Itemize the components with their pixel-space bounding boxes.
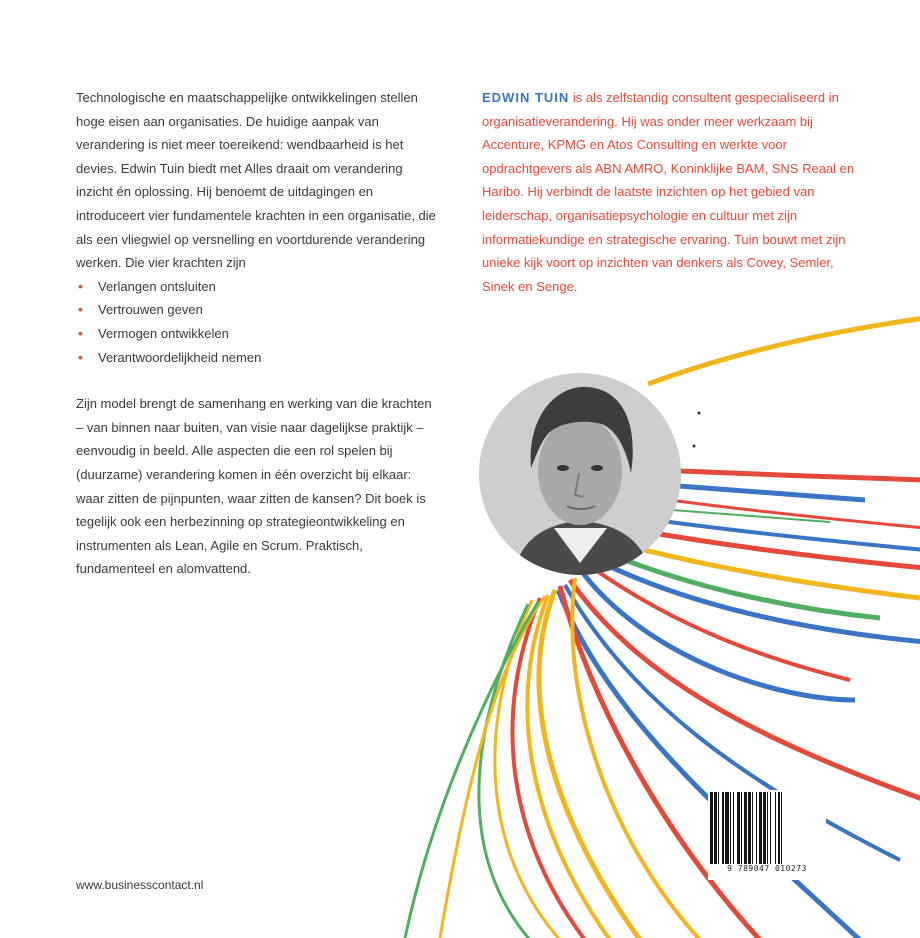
barcode-digits: 9 789047 010273 [727, 864, 807, 873]
dot [693, 445, 696, 448]
website-text: www.businesscontact.nl [76, 878, 204, 892]
model-paragraph: Zijn model brengt de samenhang en werking van die krachten – van binnen naar buiten, van visie naar dagelijkse praktijk – eenvoudig in beeld. Alle aspecten die een rol spelen bij (duurzame) verandering komen in één overzicht bij elkaar: waar zitten de pijnpunten, waar zitten de kansen? Dit boek is tegelijk ook een herbezinning op strategieontwikkeling en instrumenten als Lean, Agile en Scrum. Praktisch, fundamenteel en alomvattend. [76, 396, 432, 577]
dot [698, 412, 701, 415]
intro-paragraph: Technologische en maatschappelijke ontwikkelingen stellen hoge eisen aan organisaties. De huidige aanpak van verandering is niet meer toereikend: wendbaarheid is het devies. Edwin Tuin biedt met Alles draait om verandering inzicht én oplossing. Hij benoemt de uitdagingen en introduceert vier fundamentele krachten in een organisatie, die als een vliegwiel op versnelling en voortdurende verandering werken. Die vier krachten zijn [76, 90, 436, 271]
color-line [572, 578, 700, 938]
force-item: • Vermogen ontwikkelen [76, 322, 436, 346]
color-line [405, 602, 538, 938]
author-portrait [479, 373, 681, 575]
color-line [655, 470, 920, 480]
color-line [652, 484, 865, 500]
description-column [76, 86, 436, 581]
force-item: • Vertrouwen geven [76, 298, 436, 322]
author-name: EDWIN TUIN [482, 90, 570, 105]
force-item: • Verlangen ontsluiten [76, 275, 436, 299]
barcode-bars [710, 792, 824, 864]
barcode-bar [782, 792, 785, 864]
force-item: • Verantwoordelijkheid nemen [76, 346, 436, 370]
author-bio [482, 86, 862, 298]
forces-list [76, 275, 436, 369]
barcode [708, 790, 826, 880]
author-bio-text: is als zelfstandig consultent gespecialiseerd in organisatieverandering. Hij was onder meer werkzaam bij Accenture, KPMG en Atos Consulting en werkte voor opdrachtgevers als ABN AMRO, Koninklijke BAM, SNS Reaal en Haribo. Hij verbindt de laatste inzichten op het gebied van leiderschap, organisatiepsychologie en cultuur met zijn informatiekundige en strategische ervaring. Tuin bouwt met zijn unieke kijk voort op inzichten van denkers als Covey, Semler, Sinek en Senge. [482, 90, 855, 294]
color-line [648, 318, 920, 384]
